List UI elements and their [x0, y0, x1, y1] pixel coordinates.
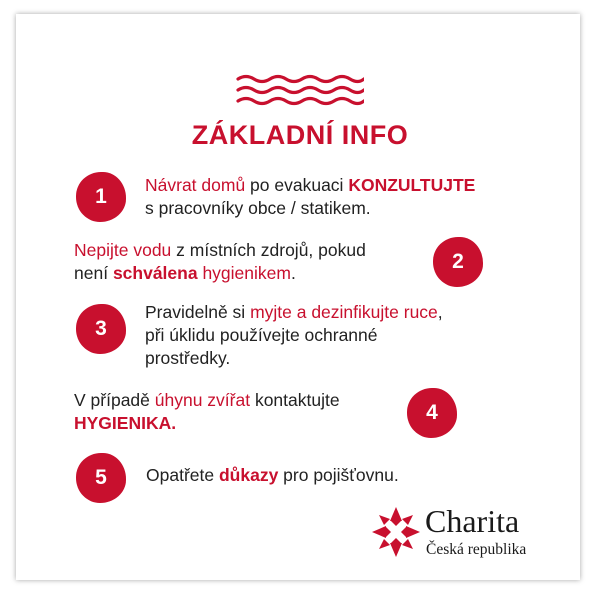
- info-text-4: V případě úhynu zvířat kontaktujte HYGIENIKA.: [74, 390, 340, 433]
- number-badge-3: 3: [76, 304, 126, 354]
- info-text-2: Nepijte vodu z místních zdrojů, pokud není schválena hygienikem.: [74, 240, 366, 283]
- waves-icon: [236, 73, 364, 107]
- logo-subtitle: Česká republika: [426, 541, 527, 558]
- page-title: ZÁKLADNÍ INFO: [191, 120, 409, 150]
- number-badge-4: 4: [407, 388, 457, 438]
- number-badge-5: 5: [76, 453, 126, 503]
- number-badge-1: 1: [76, 172, 126, 222]
- info-text-1: Návrat domů po evakuaci KONZULTUJTE s pracovníky obce / statikem.: [145, 175, 476, 218]
- info-text-3: Pravidelně si myjte a dezinfikujte ruce, při úklidu používejte ochranné prostředky.: [145, 302, 443, 368]
- charita-cross-icon: [371, 506, 421, 558]
- info-text-5: Opatřete důkazy pro pojišťovnu.: [146, 465, 399, 485]
- number-badge-2: 2: [433, 237, 483, 287]
- logo-name: Charita: [425, 503, 520, 539]
